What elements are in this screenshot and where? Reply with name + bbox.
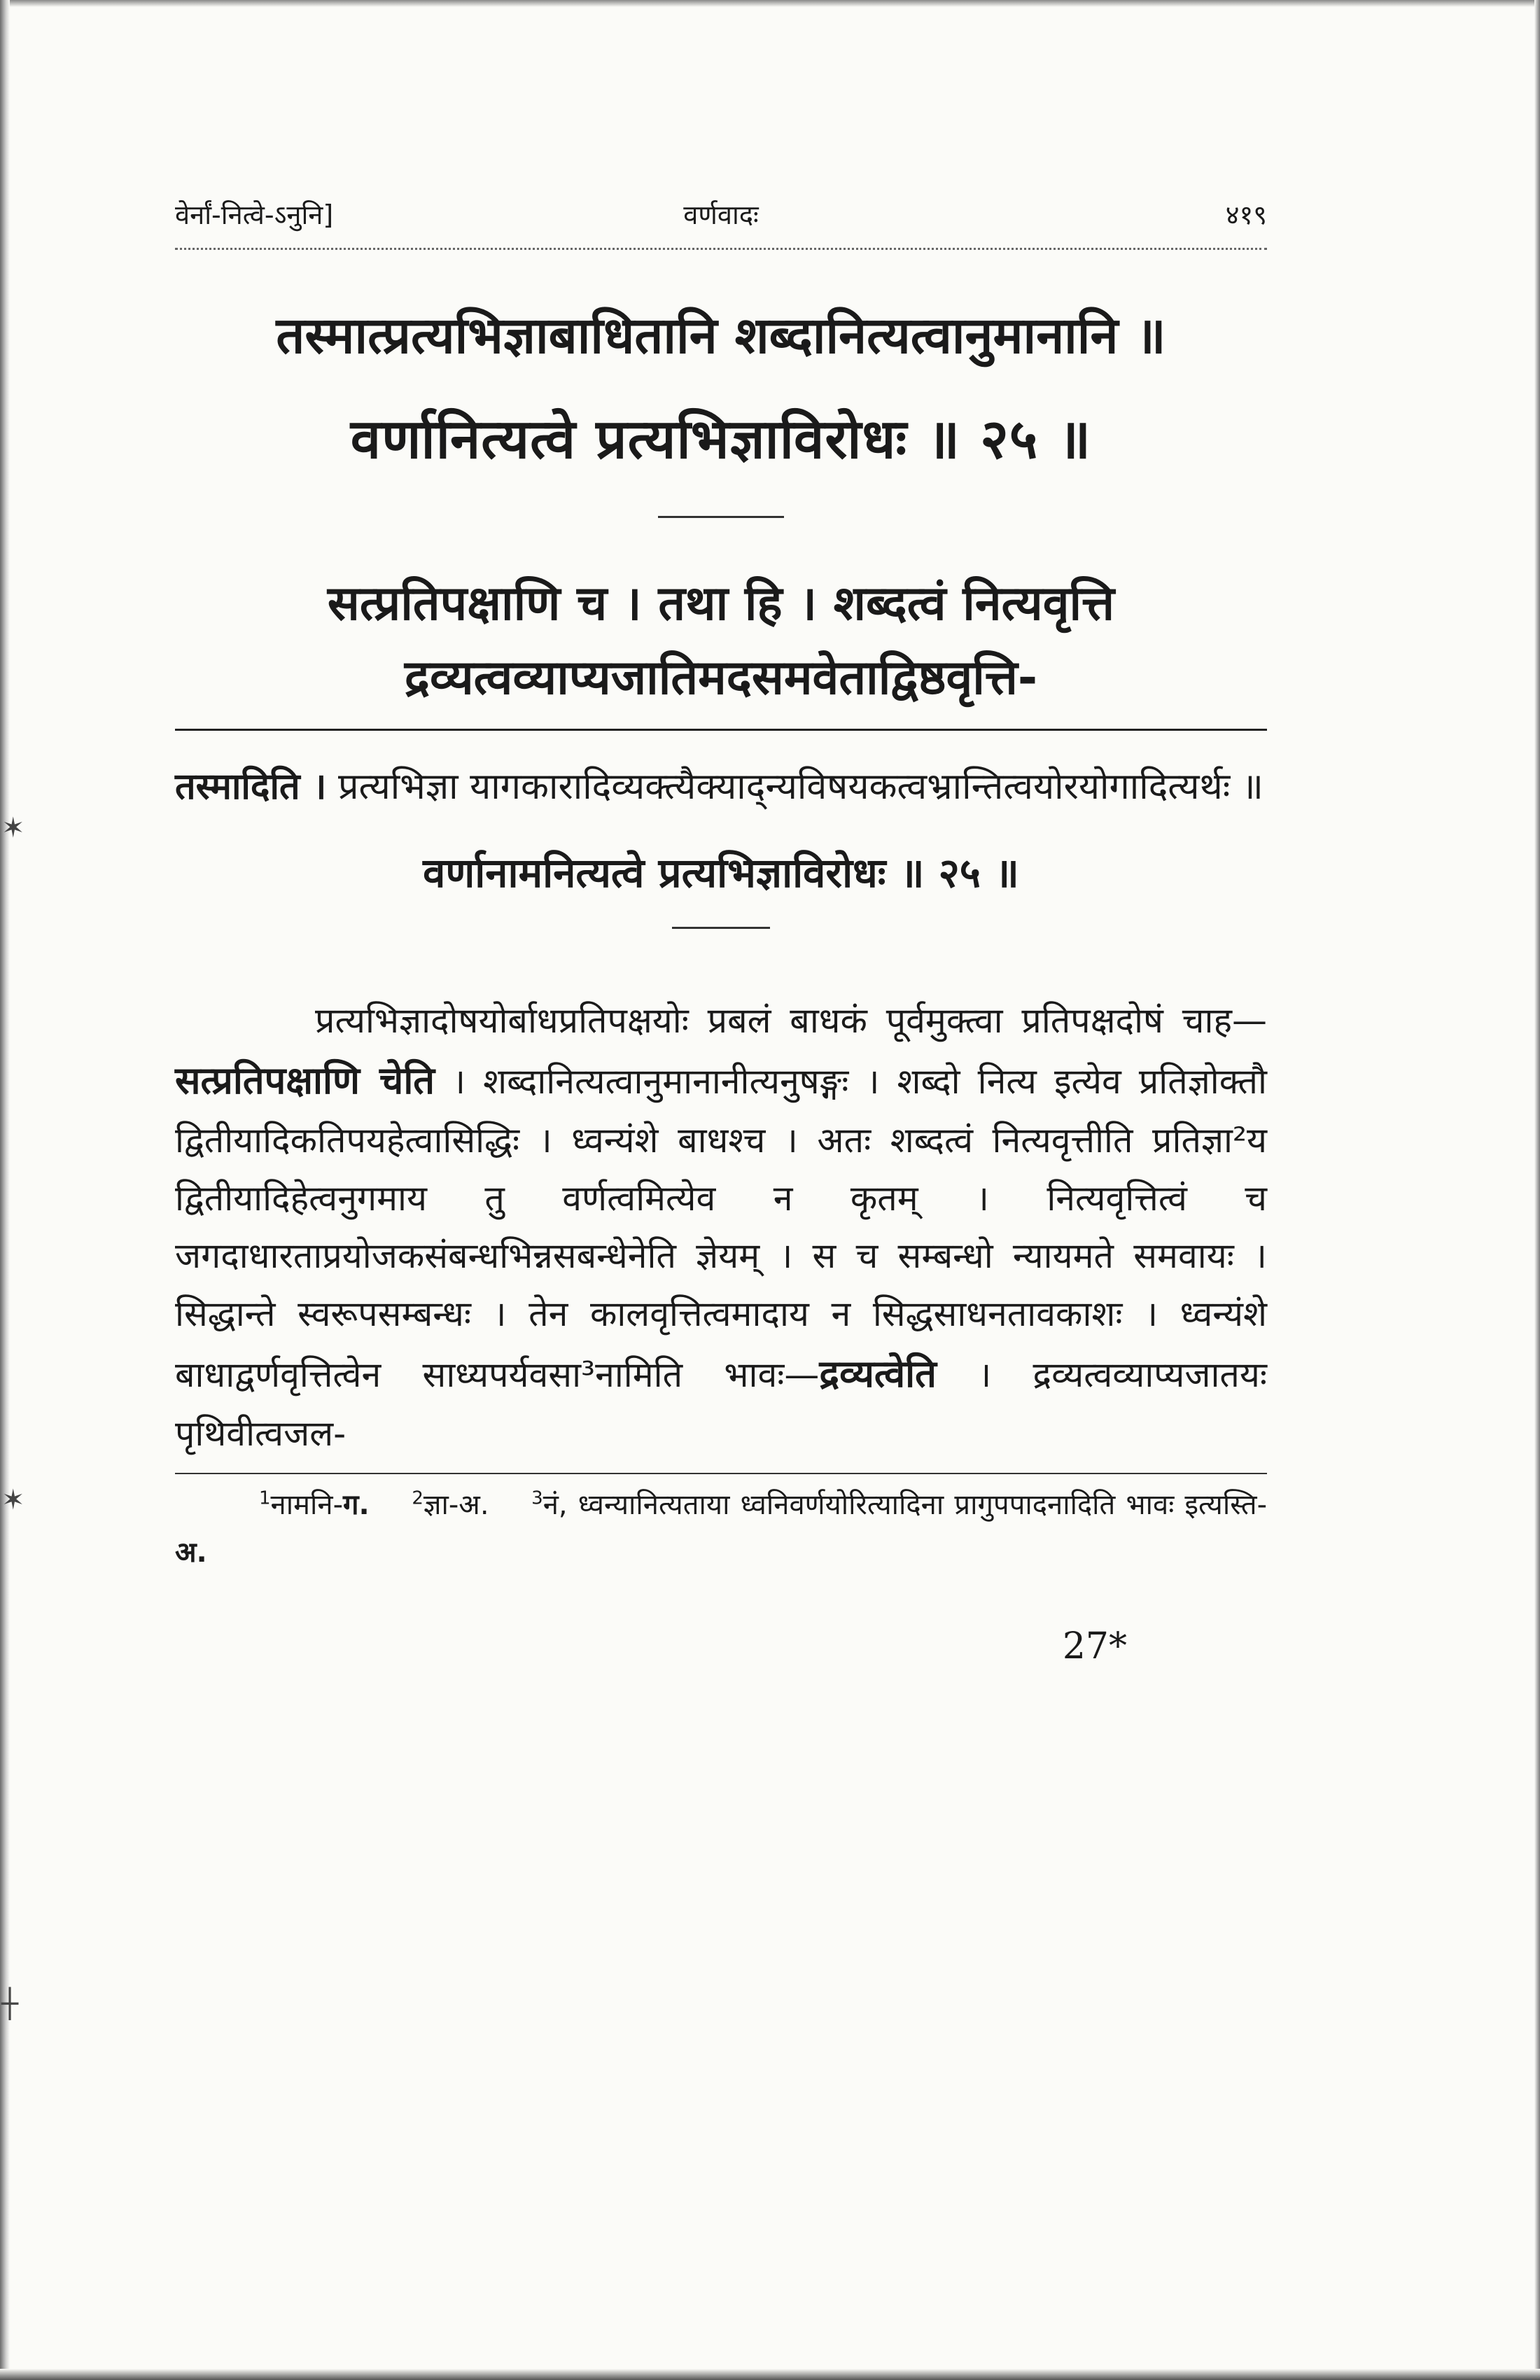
commentary-paragraph-2 xyxy=(175,992,1267,1463)
running-head xyxy=(175,196,1267,238)
footnotes xyxy=(175,1481,1267,1576)
manuscript-siglum: ग. xyxy=(343,1488,370,1521)
scan-edge-left xyxy=(0,0,10,2380)
scan-edge-bottom xyxy=(0,2369,1540,2380)
running-head-title: वर्णवादः xyxy=(683,200,759,230)
mula-verse: वर्णानित्यत्वे प्रत्यभिज्ञाविरोधः ॥ २५ ॥ xyxy=(350,408,1092,472)
mula-text-top: तस्मात्प्रत्यभिज्ञाबाधितानि शब्दानित्यत्वानुमानानि ॥ xyxy=(276,306,1166,365)
commentary-separator xyxy=(175,729,1267,731)
running-head-left: वेर्नां-नित्वे-ऽनुनि] xyxy=(175,200,334,230)
footnote-marker: 3 xyxy=(531,1488,543,1509)
commentary-text: । शब्दानित्यत्वानुमानानीत्यनुषङ्गः । शब्दो नित्य इत्येव प्रतिज्ञोक्तौ द्वितीयादिकतिपयहेत्वासिद्धिः । ध्वन्यंशे बाधश्च । अतः शब्दत्वं नित्यवृत्तीति प्रतिज्ञा²य द्वितीयादिहेत्वनुगमाय तु वर्णत्वमित्येव न कृतम् । नित्यवृत्तित्वं च जगदाधारताप्रयोजकसंबन्धभिन्नसबन्धेनेति ज्ञेयम् । स च सम्बन्धो न्यायमते समवायः । सिद्धान्ते स्वरूपसम्बन्धः । तेन कालवृत्तित्वमादाय न सिद्धसाधनतावकाशः । ध्वन्यंशे बाधाद्वर्णवृत्तित्वेन साध्यपर्यवसा³नामिति भावः— xyxy=(175,1061,1267,1396)
book-page xyxy=(175,196,1267,1667)
commentary-text: प्रत्यभिज्ञा यागकारादिव्यक्त्यैक्याद्न्यविषयकत्वभ्रान्तित्वयोरयोगादित्यर्थः ॥ xyxy=(326,766,1264,808)
printer-signature: 27* xyxy=(1062,1625,1127,1667)
manuscript-siglum: अ. xyxy=(175,1536,207,1569)
footnote-text: नं, ध्वन्यानित्यताया ध्वनिवर्णयोरित्यादिना प्रागुपपादनादिति भावः इत्यस्ति- xyxy=(542,1488,1268,1521)
section-divider xyxy=(658,516,784,518)
commentary-text: प्रत्यभिज्ञादोषयोर्बाधप्रतिपक्षयोः प्रबलं बाधकं पूर्वमुक्त्वा प्रतिपक्षदोषं चाह— xyxy=(315,1000,1267,1041)
page-number: ४१९ xyxy=(1225,200,1267,230)
commentary-lemma: तस्मादिति । xyxy=(175,766,327,808)
footnote-marker: 2 xyxy=(412,1488,424,1509)
scan-edge-top xyxy=(0,0,1540,7)
binding-mark-1: ✶ xyxy=(1,812,25,844)
footnote-text: नामनि- xyxy=(270,1488,344,1521)
binding-mark-2: ✶ xyxy=(1,1484,25,1516)
commentary-lemma: सत्प्रतिपक्षाणि चेति xyxy=(175,1058,435,1103)
commentary-divider xyxy=(672,927,770,929)
header-rule xyxy=(175,245,1267,250)
footnote-rule xyxy=(175,1473,1267,1474)
footnote-text: ज्ञा-अ. xyxy=(423,1488,489,1521)
commentary-lemma: द्रव्यत्वेति xyxy=(819,1352,937,1396)
commentary-verse: वर्णानामनित्यत्वे प्रत्यभिज्ञाविरोधः ॥ २५ ॥ xyxy=(423,848,1019,897)
mula-text-continued: सत्प्रतिपक्षाणि च । तथा हि । शब्दत्वं नित्यवृत्ति द्रव्यत्वव्याप्यजातिमदसमवेताद्विष्ठवृत्ति- xyxy=(327,576,1115,706)
binding-mark-3: ┼ xyxy=(1,1988,19,2020)
commentary-text: । द्रव्यत्वव्याप्यजातयः पृथिवीत्वजल- xyxy=(175,1354,1267,1455)
footnote-marker: 1 xyxy=(259,1488,271,1509)
scan-edge-right xyxy=(1534,0,1540,2380)
commentary-paragraph-1 xyxy=(175,759,1267,816)
